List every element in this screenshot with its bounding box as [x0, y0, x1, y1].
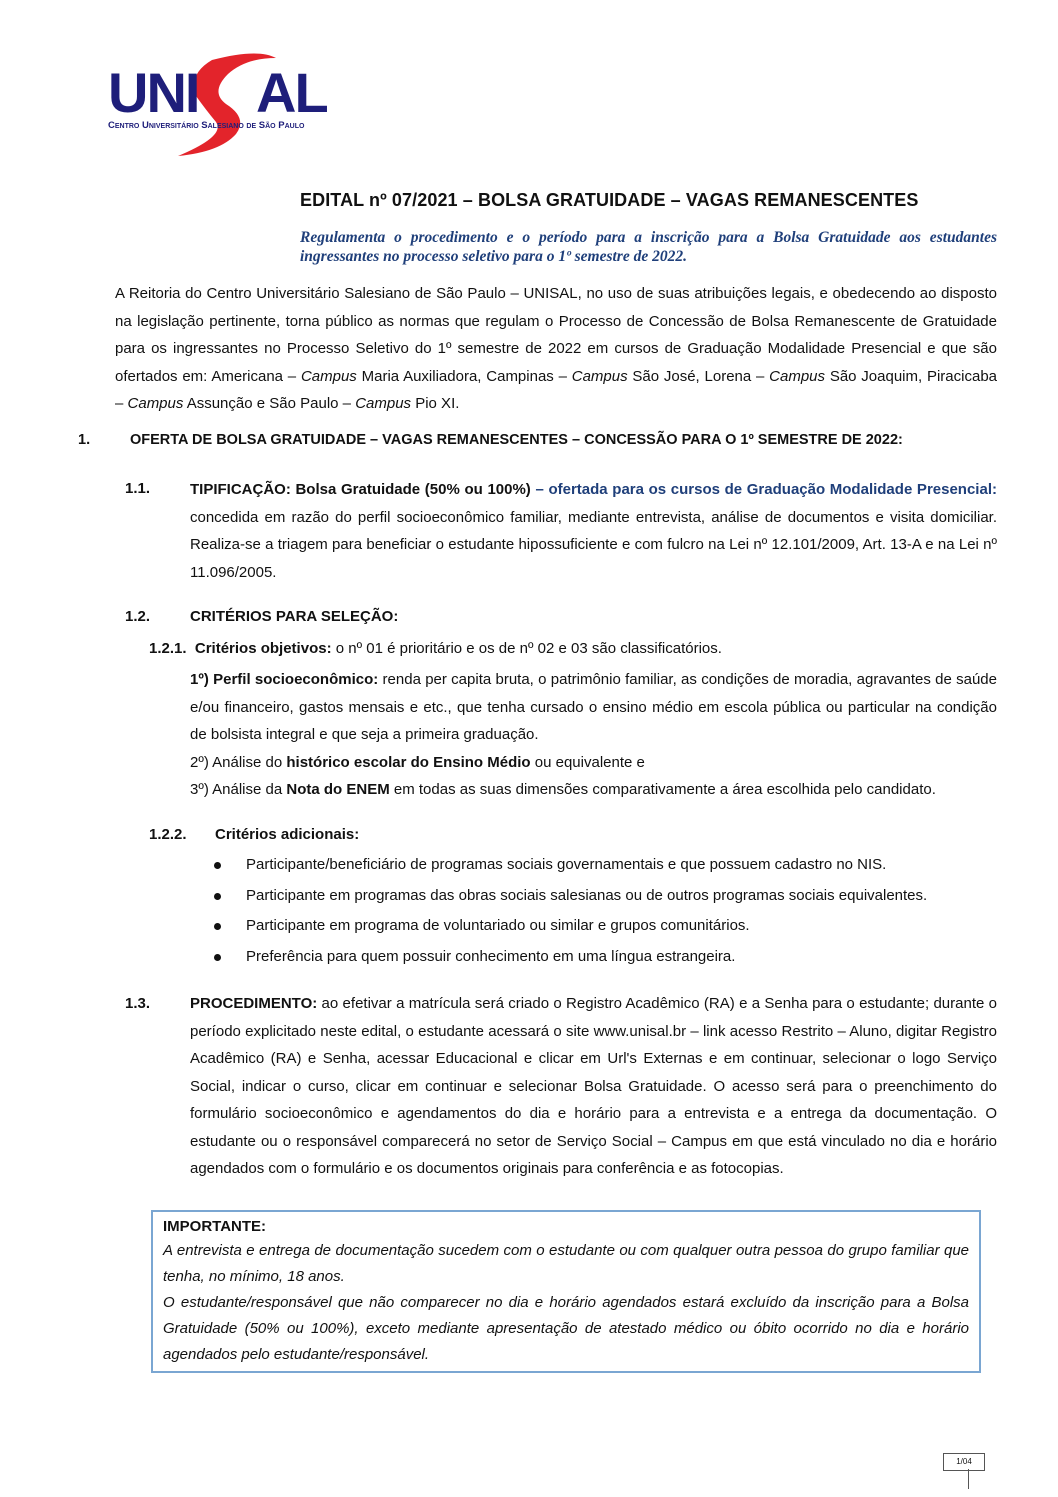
logo-tagline: Centro Universitário Salesiano de São Paulo: [108, 120, 305, 131]
important-notice-box: [151, 1210, 981, 1373]
tipificacao-highlight: – ofertada para os cursos de Graduação Modalidade Presencial:: [530, 481, 997, 498]
important-paragraph-2: O estudante/responsável que não comparecer no dia e horário agendados estará excluído da inscrição para a Bolsa Gratuidade (50% ou 100%), exceto mediante apresentação de atestado médico ou óbito ocorrido no dia e horário agendados pelo estudante/responsável.: [163, 1294, 969, 1363]
criterion-2-bold: histórico escolar do Ensino Médio: [286, 753, 531, 771]
tipificacao-label: TIPIFICAÇÃO: Bolsa Gratuidade (50% ou 100%): [190, 481, 531, 498]
campus-label: Campus: [571, 367, 628, 385]
section-title: OFERTA DE BOLSA GRATUIDADE – VAGAS REMANESCENTES – CONCESSÃO PARA O 1º SEMESTRE DE 2022:: [130, 432, 903, 448]
criterion-1: [190, 666, 997, 749]
campus-saopaulo-city: São Paulo –: [269, 395, 356, 412]
list-item-text: Preferência para quem possuir conhecimento em uma língua estrangeira.: [246, 947, 736, 965]
additional-criteria-list: [214, 850, 1004, 972]
section-1-heading: [78, 432, 903, 448]
page-number: 1/04: [943, 1453, 985, 1471]
bullet-icon: [214, 954, 221, 961]
criterion-1-text: renda per capita bruta, o patrimônio familiar, as condições de moradia, agravantes de saúde e/ou financeiro, gastos mensais e etc., que tenha cursado o ensino médio em escola pública ou particular na condição de bolsista integral e que seja a primeira graduação.: [190, 671, 997, 743]
document-title: EDITAL nº 07/2021 – BOLSA GRATUIDADE – VAGAS REMANESCENTES: [300, 190, 919, 210]
campus-lorena-city: Lorena –: [704, 367, 770, 385]
campus-label: Campus: [355, 395, 412, 412]
campus-label: Campus: [300, 367, 357, 385]
important-title: IMPORTANTE:: [163, 1218, 267, 1235]
section-1-3-paragraph: [190, 990, 997, 1183]
section-1-3-number: 1.3.: [125, 995, 151, 1012]
procedimento-text: ao efetivar a matrícula será criado o Registro Acadêmico (RA) e a Senha para o estudante; durante o período explicitado neste edital, o estudante acessará o site www.unisal.br – link acesso Restrito – Aluno, digitar Registro Acadêmico (RA) e Senha, acessar Educacional e clicar em Url's Externas e em continuar, selecionar o logo Serviço Social, indicar o curso, clicar em continuar e selecionar Bolsa Gratuidade. O acesso será para o preenchimento do formulário socioeconômico e agendamentos do dia e horário para a entrevista e a entrega da documentação. O estudante ou o responsável comparecerá no setor de Serviço Social – Campus em que está vinculado no dia e horário agendados com o formulário e os documentos originais para conferência e as fotocopias.: [190, 995, 997, 1177]
section-number: 1.: [78, 432, 91, 448]
campus-lorena-name: São Joaquim,: [825, 367, 927, 385]
section-1-2-1-number: 1.2.1.: [149, 640, 187, 657]
page-number-divider: [968, 1469, 969, 1489]
svg-text:AL: AL: [256, 61, 327, 124]
list-item-text: Participante em programa de voluntariado ou similar e grupos comunitários.: [246, 917, 750, 934]
criterion-1-label: 1º) Perfil socioeconômico:: [190, 671, 379, 688]
campus-americana-city: Americana –: [211, 367, 301, 385]
important-paragraph-1: A entrevista e entrega de documentação sucedem com o estudante ou com qualquer outra pessoa do grupo familiar que tenha, no mínimo, 18 anos.: [163, 1242, 969, 1285]
list-item-text: Participante em programas das obras sociais salesianas ou de outros programas sociais equivalentes.: [246, 886, 928, 904]
campus-label: Campus: [127, 395, 184, 412]
intro-text: A Reitoria do Centro Universitário Salesiano de São Paulo – UNISAL, no uso de suas atribuições legais, e obedecendo ao disposto na legislação pertinente, torna público as normas que regulam o Processo de Concessão de Bolsa Remanescente de Gratuidade para os ingressantes no Processo Seletivo do 1º semestre de 2022 em cursos de Graduação Modalidade Presencial e que são ofertados em:: [115, 285, 997, 385]
list-item: [214, 911, 1004, 942]
campus-americana-name: Maria Auxiliadora,: [356, 367, 487, 385]
section-1-2-title: CRITÉRIOS PARA SELEÇÃO:: [190, 608, 399, 625]
document-subtitle: Regulamenta o procedimento e o período para a inscrição para a Bolsa Gratuidade aos estudantes ingressantes no processo seletivo para o 1º semestre de 2022.: [300, 229, 997, 265]
list-item: [214, 881, 1004, 912]
campus-piracicaba-city: Piracicaba –: [115, 367, 998, 412]
criterion-2: [190, 749, 997, 777]
criterion-2-pre: 2º) Análise do: [190, 753, 287, 771]
criterion-3-pre: 3º) Análise da: [190, 781, 287, 798]
list-item-text: Participante/beneficiário de programas sociais governamentais e que possuem cadastro no NIS.: [246, 856, 887, 873]
criterion-2-post: ou equivalente e: [530, 753, 645, 771]
campus-piracicaba-name: Assunção e: [183, 395, 270, 412]
tipificacao-text: concedida em razão do perfil socioeconômico familiar, mediante entrevista, análise de documentos e visita domiciliar. Realiza-se a triagem para beneficiar o estudante hipossuficiente e com fulcro na Lei nº 12.101/2009, Art. 13-A e na Lei nº 11.096/2005.: [190, 508, 997, 581]
criterios-objetivos-label: Critérios objetivos:: [194, 640, 332, 657]
bullet-icon: [214, 923, 221, 930]
section-1-2-number: 1.2.: [125, 608, 151, 625]
bullet-icon: [214, 893, 221, 900]
criterios-objetivos-text: o nº 01 é prioritário e os de nº 02 e 03 são classificatórios.: [331, 640, 722, 657]
section-1-2-2-title: Critérios adicionais:: [215, 826, 360, 843]
intro-paragraph: [115, 280, 997, 418]
svg-text:UNI: UNI: [108, 61, 199, 124]
criterion-3-post: em todas as suas dimensões comparativamente a área escolhida pelo candidato.: [389, 781, 936, 798]
criteria-block: [190, 666, 997, 804]
unisal-logo-mark: [108, 52, 348, 162]
section-1-1-paragraph: [190, 476, 997, 586]
campus-campinas-city: Campinas –: [486, 367, 572, 385]
unisal-logo: [108, 52, 348, 162]
list-item: [214, 942, 1004, 973]
procedimento-label: PROCEDIMENTO:: [190, 995, 318, 1012]
section-1-2-2-number: 1.2.2.: [149, 826, 187, 843]
bullet-icon: [214, 862, 221, 869]
list-item: [214, 850, 1004, 881]
section-1-2-1-line: [149, 640, 722, 657]
campus-campinas-name: São José,: [627, 367, 705, 385]
criterion-3-bold: Nota do ENEM: [286, 781, 390, 798]
campus-saopaulo-name: Pio XI.: [411, 395, 460, 412]
criterion-3: [190, 776, 997, 804]
campus-label: Campus: [769, 367, 826, 385]
section-1-1-number: 1.1.: [125, 480, 151, 497]
